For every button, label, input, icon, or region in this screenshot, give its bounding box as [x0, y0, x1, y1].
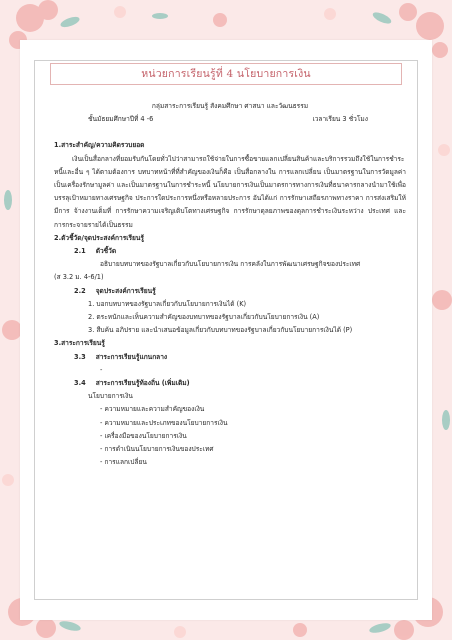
objective-number: 2.2: [74, 286, 86, 295]
grade-level: ชั้นมัธยมศึกษาปีที่ 4 -6: [88, 115, 154, 124]
core-content-dash: -: [100, 365, 103, 374]
section1-body: เงินเป็นสื่อกลางที่ยอมรับกันโดยทั่วไปว่าสามารถใช้จ่ายในการซื้อขายแลกเปลี่ยนสินค้าและบริการรวมถึงใช้ในการชำระหนี้และอื่น ๆ ได้ตามต้องการ บทบาทหน้าที่ที่สำคัญของเงินก็คือ เป็นสื่อกลางใน การแลกเปลี่ยน เป็นมาตรฐานในการวัดมูลค่า เป็นเครื่องรักษามูลค่า และเป็นมาตรฐานในการชำระหนี้ นโยบายการเงินเป็นมาตรการทางการเงินที่ธนาคารกลางนำมาใช้เพื่อบรรลุเป้าหมายทางเศรษฐกิจ ประการใดประการหนึ่งหรือหลายประการ อันได้แก่ การรักษาเสถียรภาพทางราคา การส่งเสริมให้มีการ จ้างงานเต็มที่ การรักษาความเจริญเติบโตทางเศรษฐกิจ การรักษาดุลยภาพของดุลการชำระเงินระหว่าง ประเทศ และการกระจายรายได้เป็นธรรม: [54, 154, 406, 229]
objective-item: 2. ตระหนักและเห็นความสำคัญของบทบาทของรัฐบาลเกี่ยวกับนโยบายการเงิน (A): [88, 313, 320, 322]
grade-time-row: [54, 113, 406, 126]
local-content-item: - การแลกเปลี่ยน: [100, 458, 147, 467]
core-content-label: สาระการเรียนรู้แกนกลาง: [95, 352, 168, 361]
indicator-label: ตัวชี้วัด: [95, 247, 117, 256]
objective-item: 1. บอกบทบาทของรัฐบาลเกี่ยวกับนโยบายการเงินได้ (K): [88, 299, 247, 308]
local-content-item: - ความหมายและความสำคัญของเงิน: [100, 405, 205, 414]
subject-group: กลุ่มสาระการเรียนรู้ สังคมศึกษา ศาสนา และวัฒนธรรม: [151, 102, 309, 110]
local-content-label: สาระการเรียนรู้ท้องถิ่น (เพิ่มเติม): [95, 379, 190, 388]
objective-item: 3. สืบค้น อภิปราย และนำเสนอข้อมูลเกี่ยวกับบทบาทของรัฐบาลเกี่ยวกับนโยบายการเงินได้ (P): [88, 326, 353, 335]
indicator-text: อธิบายบทบาทของรัฐบาลเกี่ยวกับนโยบายการเงิน การคลังในการพัฒนาเศรษฐกิจของประเทศ: [100, 260, 361, 269]
document-content: [54, 100, 406, 469]
section2-heading: 2.ตัวชี้วัด/จุดประสงค์การเรียนรู้: [54, 233, 144, 242]
study-time: เวลาเรียน 3 ชั่วโมง: [312, 115, 368, 124]
section3-heading: 3.สาระการเรียนรู้: [54, 339, 105, 348]
local-content-item: - การดำเนินนโยบายการเงินของประเทศ: [100, 445, 214, 454]
indicator-number: 2.1: [74, 247, 86, 256]
core-content-number: 3.3: [74, 352, 86, 361]
indicator-heading: [54, 245, 406, 258]
objective-heading: [54, 285, 406, 298]
core-content-heading: [54, 351, 406, 364]
local-content-heading: [54, 377, 406, 390]
unit-title: หน่วยการเรียนรู้ที่ 4 นโยบายการเงิน: [50, 63, 402, 85]
local-content-item: - ความหมายและประเภทของนโยบายการเงิน: [100, 418, 228, 427]
local-content-number: 3.4: [74, 379, 86, 388]
section1-heading: 1.สาระสำคัญ/ความคิดรวบยอด: [54, 141, 145, 150]
indicator-code: (ส 3.2 ม. 4-6/1): [54, 273, 104, 282]
objective-label: จุดประสงค์การเรียนรู้: [95, 286, 156, 295]
local-content-intro: นโยบายการเงิน: [88, 392, 133, 401]
local-content-item: - เครื่องมือของนโยบายการเงิน: [100, 431, 187, 440]
